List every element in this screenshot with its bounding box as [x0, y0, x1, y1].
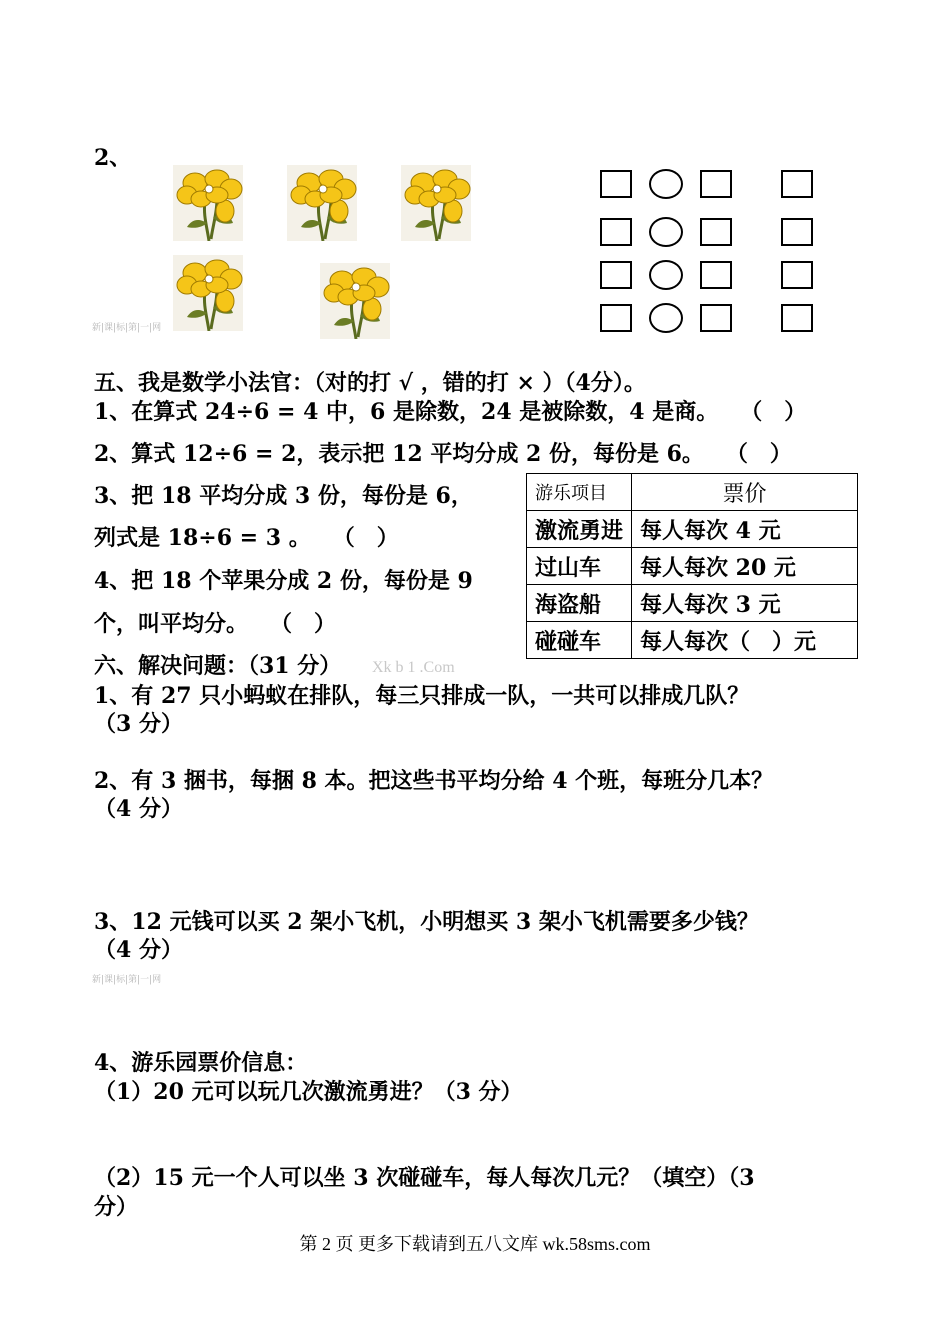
answer-box[interactable] — [781, 170, 813, 198]
answer-box[interactable] — [700, 304, 732, 332]
section-5-title: 五、我是数学小法官：（对的打 √ ，错的打 × ）（4分）。 — [94, 370, 646, 396]
problem-4-title: 4、游乐园票价信息： — [94, 1050, 308, 1076]
problem-3: 3、12 元钱可以买 2 架小飞机，小明想买 3 架小飞机需要多少钱？ — [94, 909, 759, 935]
table-header-row — [527, 474, 858, 511]
table-cell: 每人每次 4 元 — [632, 511, 858, 548]
answer-box[interactable] — [781, 261, 813, 289]
flower-icon — [173, 255, 243, 331]
answer-box[interactable] — [781, 218, 813, 246]
flower-icon — [401, 165, 471, 241]
problem-1: 1、有 27 只小蚂蚁在排队，每三只排成一队，一共可以排成几队？ — [94, 683, 750, 709]
watermark: 新|课|标|第|一|网 — [92, 323, 162, 333]
table-row — [527, 585, 858, 622]
judge-item-4-line1: 4、把 18 个苹果分成 2 份，每份是 9 — [94, 568, 473, 594]
problem-2: 2、有 3 捆书，每捆 8 本。把这些书平均分给 4 个班，每班分几本？ — [94, 768, 774, 794]
answer-box[interactable] — [600, 218, 632, 246]
table-cell: 每人每次 20 元 — [632, 548, 858, 585]
judge-item-1: 1、在算式 24÷6 = 4 中，6 是除数，24 是被除数，4 是商。 （ ） — [94, 399, 807, 425]
flower-icon — [320, 263, 390, 339]
problem-4-sub-1: （1）20 元可以玩几次激流勇进？（3 分） — [94, 1079, 523, 1105]
operator-circle[interactable] — [649, 169, 683, 199]
table-row — [527, 511, 858, 548]
judge-item-2: 2、算式 12÷6 = 2，表示把 12 平均分成 2 份，每份是 6。 （ ） — [94, 441, 792, 467]
answer-box[interactable] — [600, 261, 632, 289]
table-cell: 海盗船 — [527, 585, 632, 622]
answer-box[interactable] — [700, 218, 732, 246]
problem-3-score: （4 分） — [94, 937, 183, 963]
operator-circle[interactable] — [649, 303, 683, 333]
problem-4-sub-2-cont: 分） — [94, 1194, 139, 1220]
flower-icon — [173, 165, 243, 241]
watermark: 新|课|标|第|一|网 — [92, 975, 162, 985]
table-cell: 碰碰车 — [527, 622, 632, 659]
judge-item-3-line1: 3、把 18 平均分成 3 份，每份是 6， — [94, 483, 473, 509]
page-footer: 第 2 页 更多下载请到五八文库 wk.58sms.com — [299, 1234, 651, 1254]
table-cell: 每人每次 3 元 — [632, 585, 858, 622]
answer-box[interactable] — [600, 304, 632, 332]
problem-1-score: （3 分） — [94, 711, 183, 737]
table-cell: 每人每次（ ）元 — [632, 622, 858, 659]
table-row — [527, 622, 858, 659]
table-header-cell: 游乐项目 — [527, 474, 632, 511]
price-table — [526, 473, 858, 659]
operator-circle[interactable] — [649, 217, 683, 247]
table-row — [527, 548, 858, 585]
answer-box[interactable] — [700, 170, 732, 198]
problem-2-score: （4 分） — [94, 796, 183, 822]
answer-box[interactable] — [700, 261, 732, 289]
answer-box[interactable] — [781, 304, 813, 332]
question-2-label: 2、 — [94, 145, 132, 171]
table-cell: 过山车 — [527, 548, 632, 585]
answer-box[interactable] — [600, 170, 632, 198]
table-cell: 激流勇进 — [527, 511, 632, 548]
problem-4-sub-2: （2）15 元一个人可以坐 3 次碰碰车，每人每次几元？（填空）（3 — [94, 1165, 755, 1191]
judge-item-3-line2: 列式是 18÷6 = 3 。 （ ） — [94, 525, 399, 551]
flower-icon — [287, 165, 357, 241]
judge-item-4-line2: 个，叫平均分。 （ ） — [94, 611, 337, 637]
table-header-cell: 票价 — [632, 474, 858, 511]
operator-circle[interactable] — [649, 260, 683, 290]
section-6-title: 六、解决问题：（31 分） — [94, 653, 342, 679]
watermark: Xk b 1 .Com — [372, 659, 455, 676]
